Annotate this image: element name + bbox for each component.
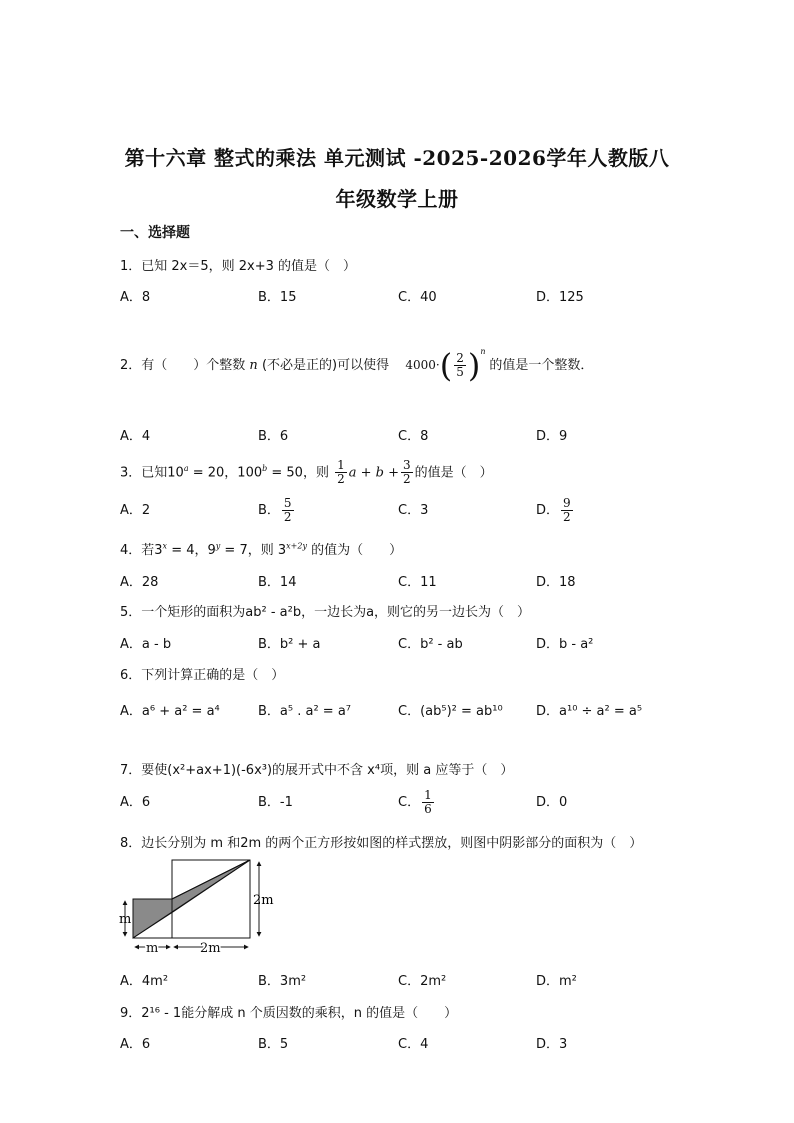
option-d: D．125	[536, 290, 584, 305]
title-line-2: 年级数学上册	[335, 187, 459, 211]
question-5: 5．一个矩形的面积为ab² - a²b，一边长为a，则它的另一边长为（ ）	[120, 605, 531, 620]
option-d: D．b - a²	[536, 637, 594, 652]
option-b: B．14	[258, 575, 297, 590]
q4-mid2: = 7，则 3	[220, 543, 287, 558]
option-c: C．3	[398, 503, 429, 518]
option-b-num: 5	[283, 496, 292, 510]
q4-pre: 4．若3	[120, 543, 163, 558]
options-q4	[120, 571, 680, 591]
shaded-region	[133, 899, 172, 938]
option-d-fraction	[561, 497, 573, 524]
option-a: A．6	[120, 1037, 151, 1052]
option-c-fraction	[422, 789, 434, 816]
question-4	[120, 539, 402, 558]
label-m-bottom: m	[146, 941, 159, 956]
q3-f2-num: 3	[403, 458, 411, 473]
option-c-label: C．	[398, 795, 421, 810]
option-d: D．a¹⁰ ÷ a² = a⁵	[536, 704, 643, 719]
options-q5	[120, 633, 680, 653]
q3-f1-num: 1	[337, 458, 345, 473]
option-a: A．a - b	[120, 637, 172, 652]
option-d: D．0	[536, 795, 568, 810]
option-b: B．5	[258, 1037, 289, 1052]
question-9: 9．2¹⁶ - 1能分解成 n 个质因数的乘积，n 的值是（ ）	[120, 1006, 458, 1021]
q4-exp-xy: x+2y	[286, 541, 307, 551]
option-d-label: D．	[536, 503, 560, 518]
option-d-den: 2	[563, 510, 571, 524]
q3-exp-b: b	[262, 464, 268, 473]
q3-pre: 3．已知10	[120, 465, 184, 481]
option-c: C．8	[398, 429, 429, 444]
q2-fraction	[454, 352, 466, 379]
q3-mid2: = 50，则	[267, 465, 329, 481]
question-2	[120, 340, 593, 384]
option-a: A．6	[120, 795, 151, 810]
q4-mid1: = 4，9	[167, 543, 216, 558]
q2-var-n: n	[249, 358, 258, 373]
question-1: 1．已知 2x＝5，则 2x+3 的值是（ ）	[120, 259, 357, 274]
two-squares-figure	[116, 855, 276, 960]
q3-post: 的值是（ ）	[414, 465, 493, 481]
left-paren: (	[439, 346, 453, 385]
option-b: B．b² + a	[258, 637, 321, 652]
label-m-side: m	[119, 912, 132, 927]
option-b-label: B．	[258, 503, 280, 518]
q3-fraction-2	[401, 459, 413, 486]
option-b: B．6	[258, 429, 289, 444]
question-6: 6．下列计算正确的是（ ）	[120, 668, 285, 683]
top-line	[172, 860, 250, 899]
option-b: B．3m²	[258, 974, 307, 989]
options-q2	[120, 425, 680, 445]
option-b: B．-1	[258, 795, 293, 810]
title-line-1: 第十六章 整式的乘法 单元测试 -2025-2026学年人教版八	[124, 146, 670, 170]
options-q1	[120, 286, 680, 306]
q3-fraction-1	[335, 459, 347, 486]
option-b: B．15	[258, 290, 297, 305]
q4-exp-y: y	[215, 541, 221, 551]
options-q3	[120, 494, 680, 528]
option-c: C．11	[398, 575, 437, 590]
question-3	[120, 452, 493, 486]
option-d: D．9	[536, 429, 568, 444]
option-d: D．3	[536, 1037, 568, 1052]
option-d-num: 9	[563, 496, 571, 510]
question-7: 7．要使(x²+ax+1)(-6x³)的展开式中不含 x⁴项，则 a 应等于（ ）	[120, 763, 514, 778]
q3-f2-den: 2	[403, 472, 411, 487]
option-c: C．40	[398, 290, 437, 305]
q3-mid1: = 20，100	[188, 465, 263, 481]
option-a: A．2	[120, 503, 151, 518]
right-paren: )	[467, 346, 481, 385]
q2-pre: 2．有（ ）个整数	[120, 358, 246, 373]
option-c: C．2m²	[398, 974, 447, 989]
q2-mid: (不必是正的)可以使得	[261, 358, 390, 373]
options-q7	[120, 786, 680, 820]
q2-exp: n	[480, 347, 486, 356]
q2-coef: 4000·	[405, 358, 440, 372]
option-d: D．m²	[536, 974, 577, 989]
q3-f1-den: 2	[337, 472, 345, 487]
option-d: D．18	[536, 575, 576, 590]
option-c: C．b² - ab	[398, 637, 463, 652]
question-8: 8．边长分别为 m 和2m 的两个正方形按如图的样式摆放，则图中阴影部分的面积为（ ）	[120, 836, 643, 851]
q2-post: 的值是一个整数．	[489, 358, 594, 373]
q2-num: 2	[456, 351, 464, 365]
option-b	[258, 494, 296, 528]
option-c	[398, 786, 436, 820]
option-a: A．4m²	[120, 974, 169, 989]
options-q8	[120, 970, 680, 990]
label-2m-bottom: 2m	[200, 941, 221, 956]
label-2m-side: 2m	[253, 893, 274, 908]
q4-exp-x: x	[162, 541, 168, 551]
option-a: A．8	[120, 290, 151, 305]
q2-expression	[405, 346, 489, 385]
option-b: B．a⁵ . a² = a⁷	[258, 704, 352, 719]
option-c-den: 6	[424, 802, 432, 816]
q2-den: 5	[456, 365, 464, 379]
option-b-fraction	[282, 497, 294, 524]
q3-exp-a: a	[183, 464, 189, 473]
option-a: A．a⁶ + a² = a⁴	[120, 704, 220, 719]
option-d	[536, 494, 575, 528]
option-b-den: 2	[283, 510, 292, 524]
option-a: A．4	[120, 429, 151, 444]
q3-mid3: a + b +	[348, 465, 399, 481]
option-c: C．4	[398, 1037, 429, 1052]
option-a: A．28	[120, 575, 159, 590]
section-heading: 一、选择题	[120, 225, 190, 241]
q4-post: 的值为（ ）	[306, 543, 403, 558]
option-c: C．(ab⁵)² = ab¹⁰	[398, 704, 503, 719]
options-q9	[120, 1033, 680, 1053]
options-q6	[120, 700, 680, 720]
option-c-num: 1	[424, 788, 432, 802]
